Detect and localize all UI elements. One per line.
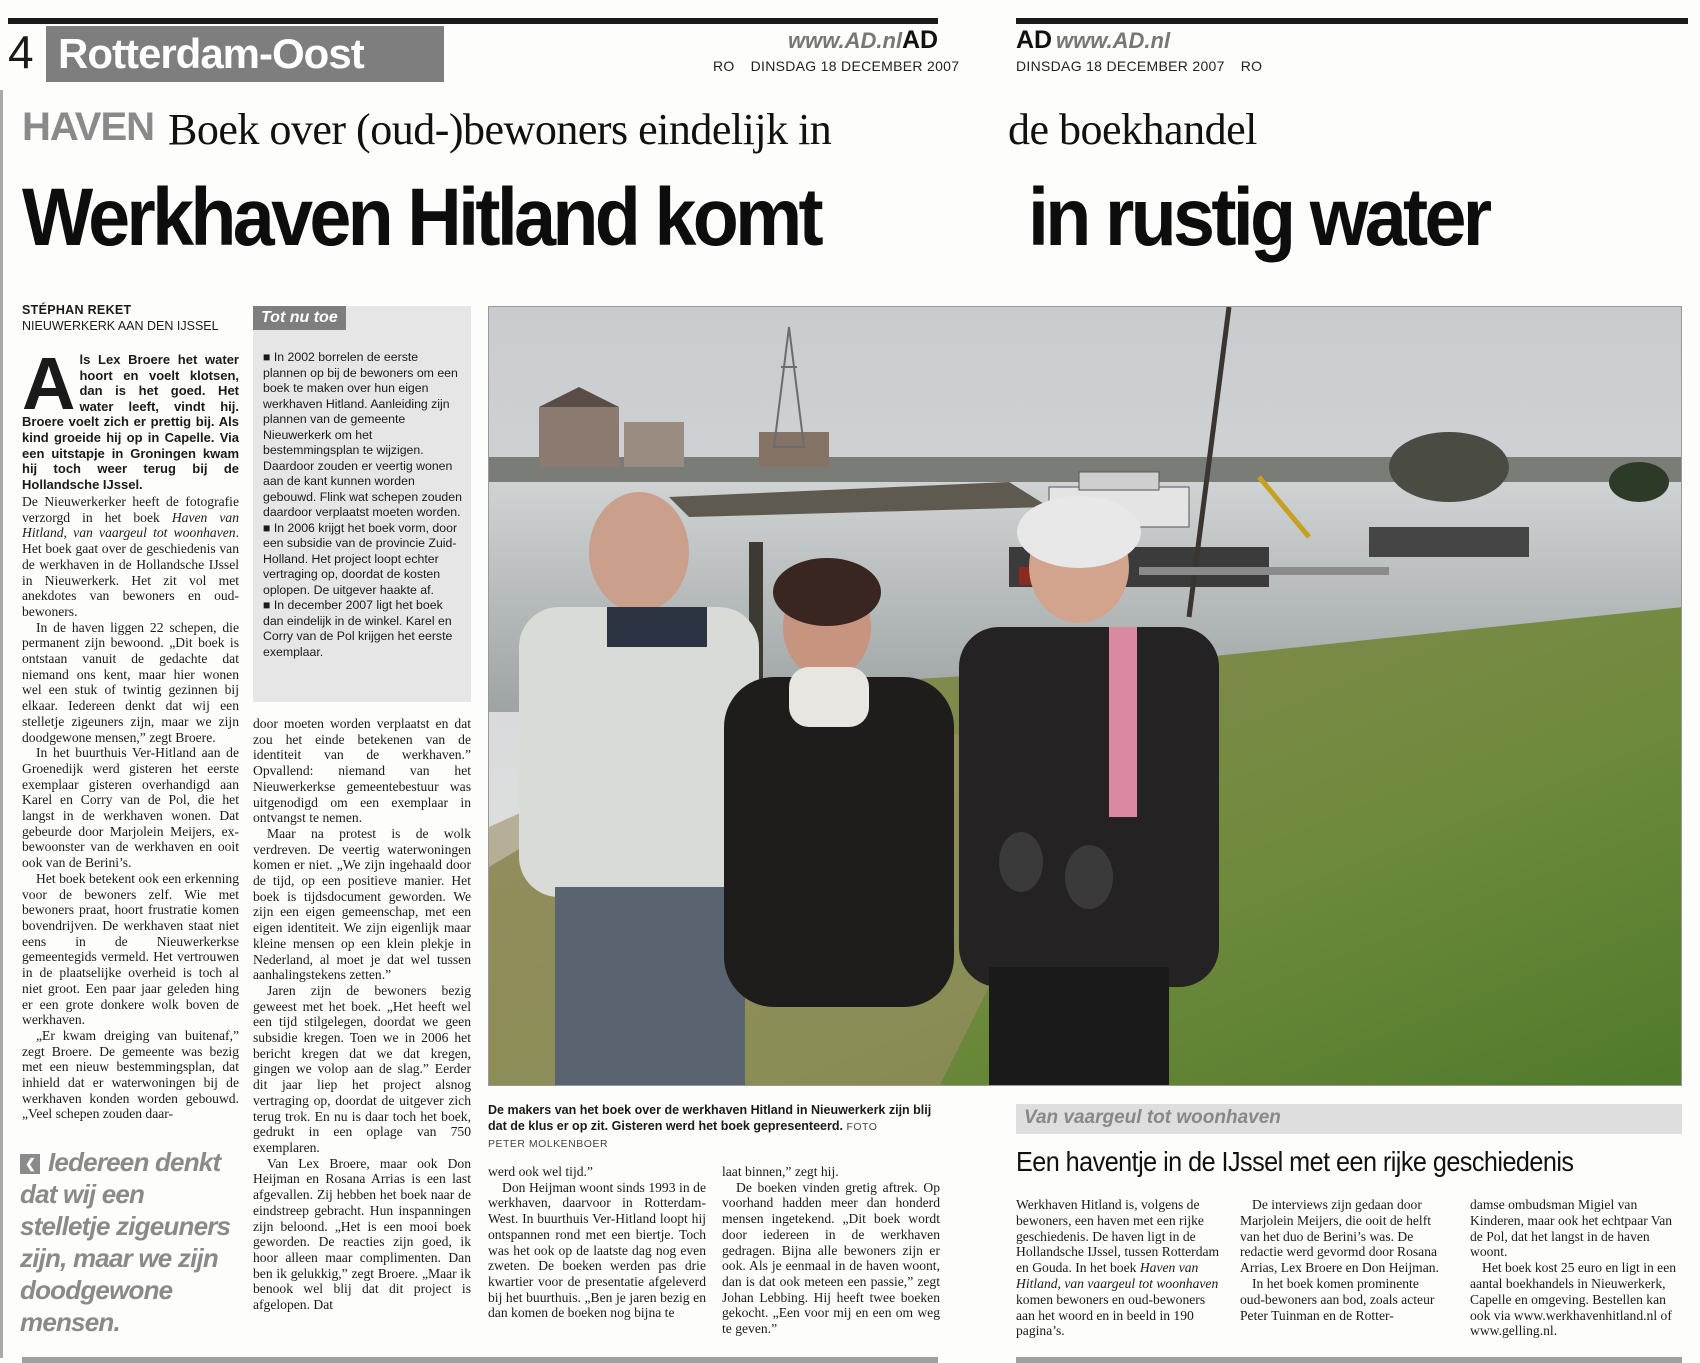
paragraph: Het boek kost 25 euro en ligt in een aantal boekhandels in Nieuwerkerk, Capelle en omgeving. Bestellen kan ook via www.werkhavenhitland.nl of www.gelling.nl. <box>1470 1260 1677 1339</box>
sidebar-body <box>263 350 465 660</box>
edition-code: RO <box>1240 58 1263 74</box>
pull-quote <box>20 1146 240 1338</box>
lead-paragraph <box>22 342 239 492</box>
article-column-1 <box>22 494 239 1122</box>
paragraph: „Er kwam dreiging van buitenaf,” zegt Broere. De gemeente was bezig met een nieuw bestemmingsplan, dat inhield dat er waterwoningen bij de werkhaven konden worden gebouwd. „Veel schepen zouden daar- <box>22 1027 239 1122</box>
brand-logo-left: AD <box>902 26 939 54</box>
photo-credit: PETER MOLKENBOER <box>488 1138 609 1150</box>
news-photo <box>488 306 1682 1086</box>
caption-text: De makers van het boek over de werkhaven Hitland in Nieuwerkerk zijn blij dat de klus er op zit. Gisteren werd het boek gepresenteerd. <box>488 1103 932 1133</box>
headline-left: Werkhaven Hitland komt <box>22 172 820 263</box>
headline-right: in rustig water <box>1028 172 1489 263</box>
bullet-square-icon: ■ <box>263 598 274 612</box>
book-title: Haven van Hitland, van vaargeul tot woonhaven <box>1016 1260 1219 1291</box>
infobox-title: Een haventje in de IJssel met een rijke geschiedenis <box>1016 1146 1574 1177</box>
paragraph: In de haven liggen 22 schepen, die permanent zijn bewoond. „Dit boek is ontstaan vanuit de gedachte dat niemand ons kent, maar hier wonen wel een stuk of twintig gezinnen bij elkaar. Iedereen denkt dat wij een stelletje zigeuners zijn, maar we zijn doodgewone mensen,” zegt Broere. <box>22 619 239 745</box>
book-title: Haven van Hitland, van vaargeul tot woonhaven <box>22 509 239 541</box>
bottom-rule-right <box>1016 1357 1682 1363</box>
sidebar-item: ■ In december 2007 ligt het boek dan eindelijk in de winkel. Karel en Corry van de Pol krijgen het eerste exemplaar. <box>263 598 453 659</box>
dateline-left <box>713 58 975 74</box>
infobox-tab: Van vaargeul tot woonhaven <box>1016 1104 1682 1134</box>
sidebar-title: Tot nu toe <box>253 306 346 330</box>
top-rule-left <box>8 18 938 24</box>
subhead-right: de boekhandel <box>1008 105 1257 154</box>
paragraph: Van Lex Broere, maar ook Don Heijman en Rosana Arrias is een last afgevallen. Zij hebben het boek naar de eindstreep gebracht. Hun inspanningen zijn beloond. „Het is een mooi boek geworden. De reacties zijn goed, ik hoor alleen maar complimenten. Dan ben ik gelukkig,” zegt Broere. „Maar ik benook wel blij dat dit project is afgelopen. Dat <box>253 1155 471 1313</box>
page-number: 4 <box>8 26 34 78</box>
paragraph: De Nieuwerkerker heeft de fotografie verzorgd in het boek Haven van Hitland, van vaargeul tot woonhaven. Het boek gaat over de geschiedenis van de werkhaven in de Hollandsche IJssel in Nieuwerkerk. Het zit vol met anekdotes van bewoners en oud-bewoners. <box>22 494 239 619</box>
paragraph: De boeken vinden gretig aftrek. Op voorhand hadden meer dan honderd mensen ingetekend. „Dit boek wordt door iedereen in de werkhaven gedragen. Bijna alle bewoners zijn er ook. Als je eenmaal in de haven woont, dan is dat ook meteen een passie,” zegt Johan Lebbing. Hij heeft twee boeken gekocht. „Een voor mij en een om weg te geven.” <box>722 1179 940 1337</box>
paragraph: In het buurthuis Ver-Hitland aan de Groenedijk werd gisteren het eerste exemplaar gisteren overhandigd aan Karel en Corry van de Pol, die het langst in de werkhaven wonen. Dat gebeurde door Marjolein Meijers, ex-bewoonster van de werkhaven en ooit ook van de Berini’s. <box>22 745 239 871</box>
photo-caption <box>488 1102 938 1152</box>
bullet-square-icon: ■ <box>263 350 274 364</box>
article-column-3 <box>488 1164 706 1321</box>
left-margin-rule <box>0 90 3 1358</box>
edition-code: RO <box>713 58 735 74</box>
timeline-sidebar <box>253 306 471 702</box>
infobox-column-3 <box>1470 1197 1682 1339</box>
photo-harbor-three-people <box>489 307 1682 1086</box>
kicker: HAVEN <box>22 105 155 149</box>
paragraph: Don Heijman woont sinds 1993 in de werkhaven, daarvoor in Rotterdam-West. In buurthuis Ver-Hitland loopt hij ontspannen rond met een biertje. Toch was het ook op de laatste dag nog even zweten. De boeken werden pas drie kwartier voor de presentatie afgeleverd bij het buurthuis. „Ben je jaren bezig en dan komen de boeken nog bijna te <box>488 1179 706 1321</box>
site-url-right[interactable]: www.AD.nl <box>1056 28 1171 53</box>
pull-quote-text: Iedereen denkt dat wij een stelletje zigeuners zijn, maar we zijn doodgewone mensen. <box>20 1147 231 1337</box>
paragraph: damse ombudsman Migiel van Kinderen, maar ook het echtpaar Van de Pol, dat het langst in de haven woont. <box>1470 1197 1673 1260</box>
author: STÉPHAN REKET <box>22 303 132 317</box>
paragraph: Het boek betekent ook een erkenning voor de bewoners zelf. Wie met bewoners praat, hoort frustratie komen bovendrijven. De werkhaven staat niet eens in de Nieuwerkerkse gemeentegids vermeld. Het vertrouwen in de plaatselijke overheid is toch al niet groot. Een paar jaar geleden hing er een grote donkere wolk boven de werkhaven. <box>22 870 239 1028</box>
drop-cap: A <box>22 342 76 425</box>
infobox-column-2 <box>1240 1197 1446 1323</box>
paragraph: Maar na protest is de wolk verdreven. De veertig waterwoningen komen er niet. „We zijn ingehaald door de tijd, op een positieve manier. Het boek is tijdsdocument geworden. We zijn een eigen gemeenschap, met een eigen identiteit. We zijn eigenlijk maar kleine mensen op een klein plekje in Nederland, al moet je dat wel tussen aanhalingstekens zetten.” <box>253 825 471 983</box>
issue-date: DINSDAG 18 DECEMBER 2007 <box>750 58 960 74</box>
dateline-right <box>1016 58 1278 74</box>
sidebar-item: ■ In 2006 krijgt het boek vorm, door een subsidie van de provincie Zuid-Holland. Het project loopt echter vertraging op, doordat de kosten oplopen. De uitgever haakte af. <box>263 520 458 597</box>
sidebar-item: ■ In 2002 borrelen de eerste plannen op bij de bewoners om een boek te maken over hun eigen werkhaven Hitland. Aanleiding zijn plannen van de gemeente Nieuwerkerk om het bestemmingsplan te wijzigen. Daardoor zouden er veertig wonen aan de kant kunnen worden gebouwd. Flink wat schepen zouden daardoor verplaatst moeten worden. <box>263 350 462 519</box>
bottom-rule-left <box>22 1357 938 1363</box>
paragraph: Jaren zijn de bewoners bezig geweest met het boek. „Het heeft wel een tijd stilgelegen, doordat we geen subsidie kregen. Toen we in 2006 het bericht kregen dat we dat kregen, gingen we volop aan de slag.” Eerder dit jaar liep het project alsnog vertraging op, doordat de uitgever zich terug trok. En nu is daar toch het boek, gedrukt in een oplage van 750 exemplaren. <box>253 982 471 1155</box>
paragraph: werd ook wel tijd.” <box>488 1164 593 1179</box>
paragraph: laat binnen,” zegt hij. <box>722 1164 839 1179</box>
site-url-left[interactable]: www.AD.nl <box>788 28 903 53</box>
issue-date: DINSDAG 18 DECEMBER 2007 <box>1016 58 1225 74</box>
dateline-place: NIEUWERKERK AAN DEN IJSSEL <box>22 319 219 333</box>
article-column-2 <box>253 716 471 1313</box>
paragraph: door moeten worden verplaatst en dat zou het einde betekenen van de identiteit van de werkhaven.” Opvallend: niemand van het Nieuwerkerkse gemeentebestuur was uitgenodigd om een exemplaar in ontvangst te nemen. <box>253 716 471 826</box>
paragraph: De interviews zijn gedaan door Marjolein Meijers, die ooit de helft van het duo de Berini’s was. De redactie werd gevormd door Rosana Arrias, Lex Broere en Don Heijman. <box>1240 1197 1439 1276</box>
caption-foto-label: FOTO <box>846 1121 878 1133</box>
infobox-column-1 <box>1016 1197 1222 1339</box>
section-title: Rotterdam-Oost <box>46 26 444 82</box>
subhead-left: Boek over (oud-)bewoners eindelijk in <box>168 105 832 154</box>
paragraph: Werkhaven Hitland is, volgens de bewoners, een haven met een rijke geschiedenis. De haven ligt in de Hollandsche IJssel, tussen Rotterdam en Gouda. In het boek Haven van Hitland, van vaargeul tot woonhaven komen bewoners en oud-bewoners aan het woord en in beeld in 190 pagina’s. <box>1016 1197 1220 1339</box>
lead-text: ls Lex Broere het water hoort en voelt klotsen, dan is het goed. Het water leeft, vindt hij. Broere voelt zich er prettig bij. Als kind groeide hij op in Capelle. Via een uitstapje in Groningen kwam hij toch weer terug bij de Hollandsche IJssel. <box>22 352 239 492</box>
article-column-4 <box>722 1164 940 1337</box>
brand-logo-right: AD <box>1016 26 1053 54</box>
byline <box>22 302 219 334</box>
quote-arrow-icon: ❮ <box>20 1154 40 1174</box>
paragraph: In het boek komen prominente oud-bewoners aan bod, zoals acteur Peter Tuinman en de Rotter- <box>1240 1275 1435 1323</box>
top-rule-right <box>1016 18 1688 24</box>
bullet-square-icon: ■ <box>263 520 274 535</box>
